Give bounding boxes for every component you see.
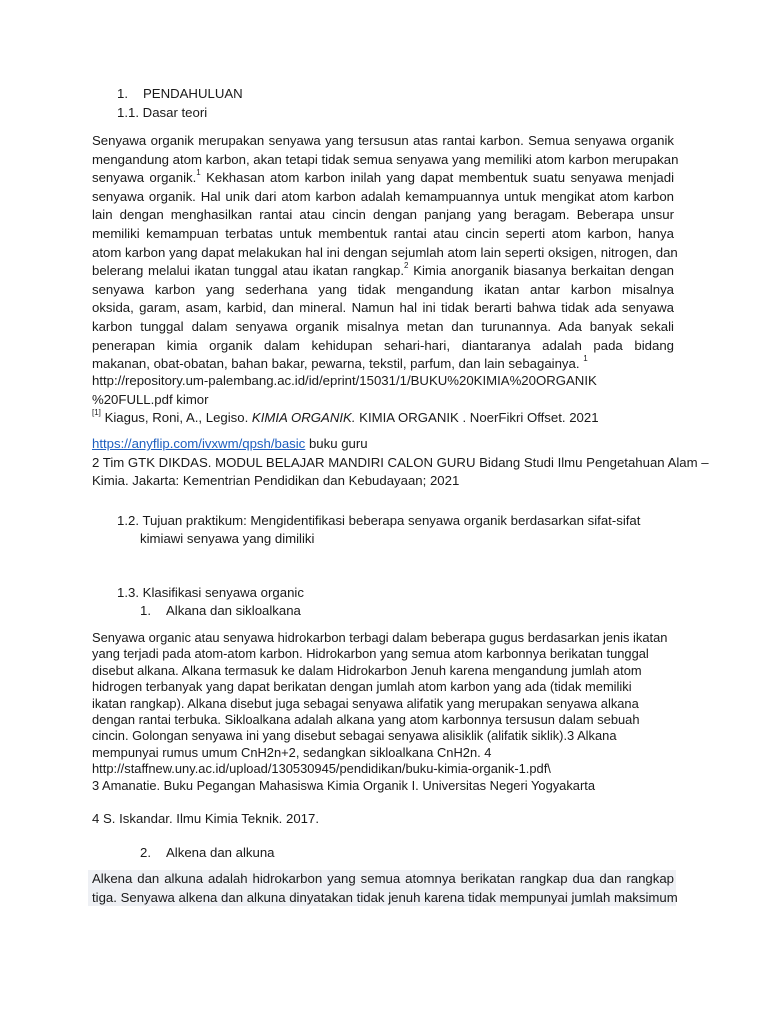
footnote-mark: 1 <box>583 354 588 364</box>
book-title: KIMIA ORGANIK. <box>251 410 356 426</box>
list-number: 1. <box>140 603 151 618</box>
text-line: dengan rantai terbuka. Sikloalkana adalah alkana yang atom karbonnya tersusun dalam sebuah <box>92 711 640 727</box>
reference-item <box>92 435 674 454</box>
section-number: 1. <box>117 86 128 101</box>
reference-item <box>92 409 674 428</box>
subsection-number: 1.2. <box>117 513 139 528</box>
text-line: karbon tunggal dalam senyawa organik misalnya metan dan turunannya. Ada banyak sekali <box>92 318 674 334</box>
references-block <box>92 372 674 428</box>
subsection-title: Tujuan praktikum: Mengidentifikasi beberapa senyawa organik berdasarkan sifat-sifat <box>142 513 641 528</box>
text-line: disebut alkana. Alkana termasuk ke dalam Hidrokarbon Jenuh karena mengandung jumlah atom <box>92 662 642 678</box>
text-span: makanan, obat-obatan, bahan bakar, pewarna, tekstil, parfum, dan lain sebagainya. <box>92 356 580 372</box>
subsection-title-cont: kimiawi senyawa yang dimiliki <box>140 531 315 546</box>
text-line: tiga. Senyawa alkena dan alkuna dinyatakan tidak jenuh karena tidak mempunyai jumlah maksimum <box>92 889 678 905</box>
reference-url-cont: %20FULL.pdf kimor <box>92 391 209 407</box>
text-line: senyawa karbon yang sederhana yang tidak mengandung ikatan antar karbon misalnya <box>92 281 674 297</box>
text-line: yang terjadi pada atom-atom karbon. Hidrokarbon yang semua atom karbonnya berikatan tunggal <box>92 646 649 662</box>
text-line: Alkena dan alkuna adalah hidrokarbon yang semua atomnya berikatan rangkap dua dan rangkap <box>92 871 674 886</box>
reference-item: 4 S. Iskandar. Ilmu Kimia Teknik. 2017. <box>92 811 319 826</box>
text-line: senyawa organik. Hal unik dari atom karbon adalah kemampuannya untuk mengikat atom karbon <box>92 188 674 204</box>
subsection-heading <box>117 513 640 528</box>
subsection-number: 1.3. <box>117 585 139 600</box>
text-line: penerapan kimia organik dalam kehidupan sehari-hari, diantaranya adalah pada bidang <box>92 337 674 353</box>
reference-mark: [1] <box>92 408 101 418</box>
text-line: Senyawa organic atau senyawa hidrokarbon terbagi dalam beberapa gugus berdasarkan jenis ikatan <box>92 630 668 645</box>
subsection-heading <box>117 585 304 600</box>
paragraph-dasar-teori <box>92 132 679 374</box>
list-title: Alkena dan alkuna <box>166 845 275 860</box>
text-span: senyawa organik. <box>92 170 197 186</box>
text-line <box>92 355 674 374</box>
text-span: Kekhasan atom karbon inilah yang dapat membentuk suatu senyawa menjadi <box>200 170 674 186</box>
text-span: Kimia anorganik biasanya berkaitan dengan <box>408 263 674 279</box>
text-line: memiliki kemampuan terbatas untuk membentuk rantai atau cincin seperti atom karbon, hanya <box>92 225 674 241</box>
subsection-heading <box>117 105 207 120</box>
subsection-title: Klasifikasi senyawa organic <box>142 585 304 600</box>
text-line: oksida, garam, asam, karbid, dan mineral. Namun hal ini tidak berarti bahwa tidak ada senyawa <box>92 300 674 316</box>
reference-item-cont: Kimia. Jakarta: Kementrian Pendidikan dan Kebudayaan; 2021 <box>92 473 460 489</box>
text-line: atom karbon yang dapat melakukan hal ini dengan sejumlah atom lain seperti oksigen, nitrogen, dan <box>92 244 678 260</box>
text-span: Kiagus, Roni, A., Legiso. <box>100 410 252 426</box>
references-block-2 <box>92 435 709 491</box>
reference-item: 2 Tim GTK DIKDAS. MODUL BELAJAR MANDIRI CALON GURU Bidang Studi Ilmu Pengetahuan Alam – <box>92 454 709 470</box>
text-line: mempunyai rumus umum CnH2n+2, sedangkan sikloalkana CnH2n. 4 <box>92 744 492 760</box>
reference-url[interactable]: http://staffnew.uny.ac.id/upload/130530945/pendidikan/buku-kimia-organik-1.pdf\ <box>92 761 551 777</box>
list-number: 2. <box>140 845 151 860</box>
text-line <box>92 169 674 188</box>
reference-item: 3 Amanatie. Buku Pegangan Mahasiswa Kimia Organik I. Universitas Negeri Yogyakarta <box>92 777 596 793</box>
footnote-mark: 1 <box>196 168 201 178</box>
text-span: belerang melalui ikatan tunggal atau ikatan rangkap. <box>92 263 405 279</box>
paragraph-alkena <box>92 870 678 907</box>
text-span: buku guru <box>305 436 368 451</box>
text-line: hidrogen terbanyak yang dapat berikatan dengan jumlah atom karbon yang ada (tidak memiliki <box>92 679 632 695</box>
section-title: PENDAHULUAN <box>143 86 243 101</box>
anyflip-link[interactable]: https://anyflip.com/ivxwm/qpsh/basic <box>92 436 306 451</box>
subsection-number: 1.1. <box>117 105 139 120</box>
section-heading <box>117 86 243 101</box>
text-span: KIMIA ORGANIK . NoerFikri Offset. 2021 <box>355 410 599 426</box>
footnote-mark: 2 <box>404 261 409 271</box>
text-line <box>92 262 674 281</box>
text-line: mengandung atom karbon, akan tetapi tidak semua senyawa yang memiliki atom karbon merupakan <box>92 151 679 167</box>
list-item-heading <box>140 603 301 618</box>
text-line: cincin. Golongan senyawa ini yang disebut sebagai senyawa alisiklik (alifatik siklik).3 Alkana <box>92 728 617 744</box>
text-line: Senyawa organik merupakan senyawa yang tersusun atas rantai karbon. Semua senyawa organik <box>92 133 674 148</box>
list-item-heading <box>140 845 275 860</box>
reference-url[interactable]: http://repository.um-palembang.ac.id/id/eprint/15031/1/BUKU%20KIMIA%20ORGANIK <box>92 373 597 388</box>
paragraph-alkana <box>92 630 674 794</box>
list-title: Alkana dan sikloalkana <box>166 603 301 618</box>
text-line: lain dengan menghasilkan rantai atau cincin dengan panjang yang beragam. Beberapa unsur <box>92 207 674 223</box>
text-line: ikatan rangkap). Alkana disebut juga sebagai senyawa alifatik yang merupakan senyawa alkana <box>92 695 639 711</box>
subsection-title: Dasar teori <box>142 105 208 120</box>
